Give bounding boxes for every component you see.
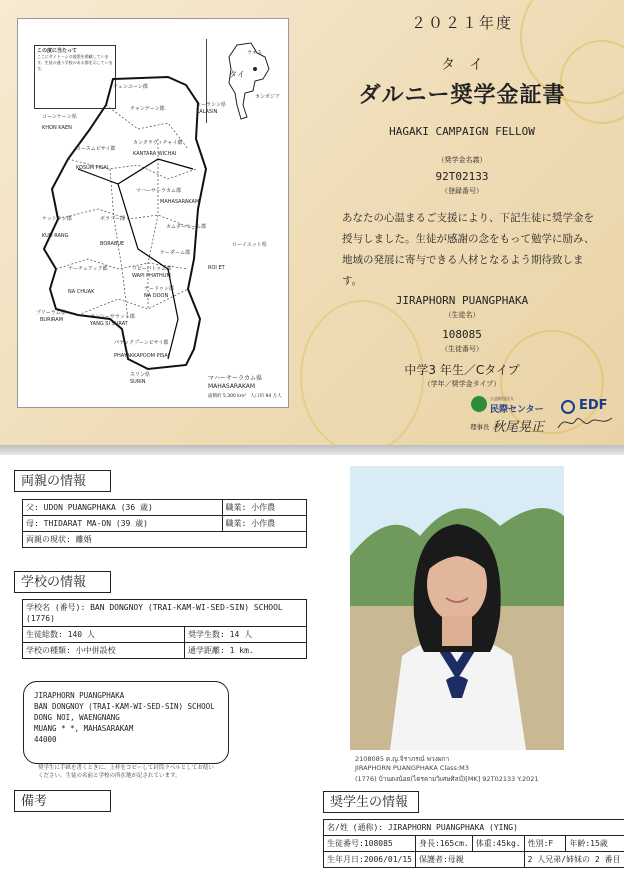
remarks-header: 備考 xyxy=(14,790,111,812)
photo-caption-line1: 2108085 ด.ญ.จิราภรณ์ พวงผกา xyxy=(355,755,450,763)
weight-cell: 体重:45kg. xyxy=(472,836,524,852)
area-note: 面積約 5,300 km² 人口約 94 万人 xyxy=(208,394,282,399)
laos-label: ラオス xyxy=(247,50,262,56)
school-header: 学校の情報 xyxy=(14,571,111,593)
distance-cell: 通学距離: 1 km. xyxy=(185,643,307,659)
map-place: スリン県 xyxy=(130,372,151,378)
map-place: マハーサーラカム郡 xyxy=(136,188,181,194)
student-name-label: （生徒名） xyxy=(444,311,480,319)
birthdate-cell: 生年月日:2006/01/15 xyxy=(324,852,416,868)
total-students-cell: 生徒総数: 140 人 xyxy=(23,627,185,643)
map-place: ケーダーム郡 xyxy=(160,250,191,256)
student-name: JIRAPHORN PUANGPHAKA xyxy=(395,294,529,307)
edf-logo: EDF xyxy=(579,398,608,413)
parents-status-cell: 両親の現状: 離婚 xyxy=(23,532,307,548)
address-note: 奨学生に手紙を書くときに、上枠をコピーして封筒ラベルとしてお使いください。生徒の名前と学校の所在地が記されています。 xyxy=(38,765,214,779)
school-name-cell: 学校名 (番号): BAN DONGNOY (TRAI-KAM-WI-SED-SIN) SCHOOL (1776) xyxy=(23,600,307,627)
map-place: KOSUM PISAI xyxy=(76,165,109,171)
address-line: MUANG * *, MAHASARAKAM xyxy=(34,724,134,733)
map-place: WAPI PHATHUM xyxy=(132,273,171,279)
province-label: マハーサーラカム県 xyxy=(208,375,262,382)
map-place: PHAYAKKAPOOM PISAI xyxy=(114,353,170,359)
mother-cell: 母: THIDARAT MA-ON (39 歳) xyxy=(23,516,223,532)
map-place: BORABUE xyxy=(100,241,125,247)
photo-caption-line3: (1776) บ้านดงน้อย(ไตรคามวิเศษศิลป์)[MK] 92T02133 Y.2021 xyxy=(355,775,539,783)
map-place: ケットラン郡 xyxy=(42,216,72,222)
photo-caption-line2: JIRAPHORN PUANGPHAKA Class:M3 xyxy=(355,764,469,772)
scholarship-students-cell: 奨学生数: 14 人 xyxy=(185,627,307,643)
school-table xyxy=(22,599,307,659)
student-header: 奨学生の情報 xyxy=(323,791,419,813)
student-number-label: （生徒番号） xyxy=(441,345,483,353)
map-place: カーラシン県 xyxy=(196,102,226,108)
grade-type: 中学3 年生／Cタイプ xyxy=(404,363,520,377)
org-logo-small: 公益財団法人 xyxy=(490,396,514,401)
map-place: カムダーケーム郡 xyxy=(166,224,207,230)
map-place: ワピーパトゥム郡 xyxy=(132,266,172,272)
fiscal-year: ２０２１年度 xyxy=(410,14,513,32)
thailand-label: タイ xyxy=(229,70,245,79)
certificate-title: ダルニー奨学金証書 xyxy=(358,82,566,108)
mailing-address-label xyxy=(23,681,229,764)
map-place: NA DOON xyxy=(144,293,169,299)
campaign-name: HAGAKI CAMPAIGN FELLOW xyxy=(389,125,535,138)
province-map xyxy=(17,18,289,408)
map-place: カンタラウィチャイ郡 xyxy=(133,140,183,146)
guardian-cell: 保護者:母親 xyxy=(415,852,524,868)
cambodia-label: カンボジア xyxy=(255,94,281,100)
registration-number-label: （登録番号） xyxy=(441,187,483,195)
siblings-cell: 2 人兄弟/姉妹の 2 番目 xyxy=(524,852,624,868)
sex-cell: 性別:F xyxy=(524,836,566,852)
map-place: コーンケーン県 xyxy=(42,114,77,120)
map-place: ナーチュアック郡 xyxy=(68,266,108,272)
map-place: KHON KAEN xyxy=(42,125,72,131)
map-notice-text: ここにサイトーシの地図を掲載しています。生徒の通う学校のある郡を示しています。 xyxy=(37,54,113,71)
map-place: NA CHUAK xyxy=(68,289,95,295)
map-place: ヤンシーサラット郡 xyxy=(90,314,135,320)
map-place: ボラブー郡 xyxy=(100,216,125,222)
student-photo xyxy=(350,466,564,750)
map-place: BURIRAM xyxy=(40,317,64,323)
map-place: KALASIN xyxy=(196,109,218,115)
map-notice-title: この度に当たって xyxy=(37,48,78,54)
certificate-message: あなたの心温まるご支援により、下記生徒に奨学金を授与しました。生徒が感謝の念をもって勉学に励み、地域の発展に寄与できる人材となるよう期待致します。 xyxy=(342,212,595,287)
student-name-cell: 名/姓 (通称): JIRAPHORN PUANGPHAKA (YING) xyxy=(324,820,624,836)
signature-scribble xyxy=(556,410,616,434)
registration-number: 92T02133 xyxy=(435,170,489,183)
map-place: KUD RANG xyxy=(42,233,69,239)
chairman-signature: 秋尾晃正 xyxy=(492,420,545,435)
map-place: SURIN xyxy=(130,379,146,385)
map-place: ナードゥン郡 xyxy=(144,286,174,292)
map-place: ROI ET xyxy=(208,265,225,271)
org-logo-icon xyxy=(471,396,487,412)
map-place: YANG SI SURAT xyxy=(90,321,128,327)
address-line: JIRAPHORN PUANGPHAKA xyxy=(34,691,125,700)
mother-job-cell: 職業: 小作農 xyxy=(222,516,306,532)
school-type-cell: 学校の種類: 小中併設校 xyxy=(23,643,185,659)
page-divider xyxy=(0,445,624,455)
grade-type-label: （学年／奨学金タイプ） xyxy=(423,380,501,388)
student-number-cell: 生徒番号:108085 xyxy=(324,836,416,852)
map-place: ローイエット県 xyxy=(232,242,267,248)
father-job-cell: 職業: 小作農 xyxy=(222,500,306,516)
height-cell: 身長:165cm. xyxy=(415,836,472,852)
map-place: コースムピサイ郡 xyxy=(76,146,116,152)
map-place: KANTARA WICHAI xyxy=(133,151,177,157)
province-label-en: MAHASARAKAM xyxy=(208,383,256,390)
scholarship-name-label: （奨学金名義） xyxy=(437,156,487,164)
parents-header: 両親の情報 xyxy=(14,470,111,492)
chairman-label: 理事長 xyxy=(470,423,490,431)
student-table xyxy=(323,819,624,868)
map-place: チャンゲーン郡 xyxy=(130,106,165,112)
map-place: MAHASARAKAM xyxy=(160,199,200,205)
parents-table xyxy=(22,499,307,548)
map-place: パヤックプーンピサイ郡 xyxy=(114,340,169,346)
address-line: DONG NOI, WAENGNANG xyxy=(34,713,120,722)
student-number: 108085 xyxy=(442,328,482,341)
country: タ イ xyxy=(441,57,483,73)
address-line: BAN DONGNOY (TRAI-KAM-WI-SED-SIN) SCHOOL xyxy=(34,702,215,711)
age-cell: 年齢:15歳 xyxy=(566,836,624,852)
map-place: チェンユーン郡 xyxy=(113,84,148,90)
map-place: プリーラム県 xyxy=(36,310,66,316)
address-line: 44000 xyxy=(34,735,57,744)
org-logo: 民際センター xyxy=(490,405,544,415)
father-cell: 父: UDON PUANGPHAKA (36 歳) xyxy=(23,500,223,516)
